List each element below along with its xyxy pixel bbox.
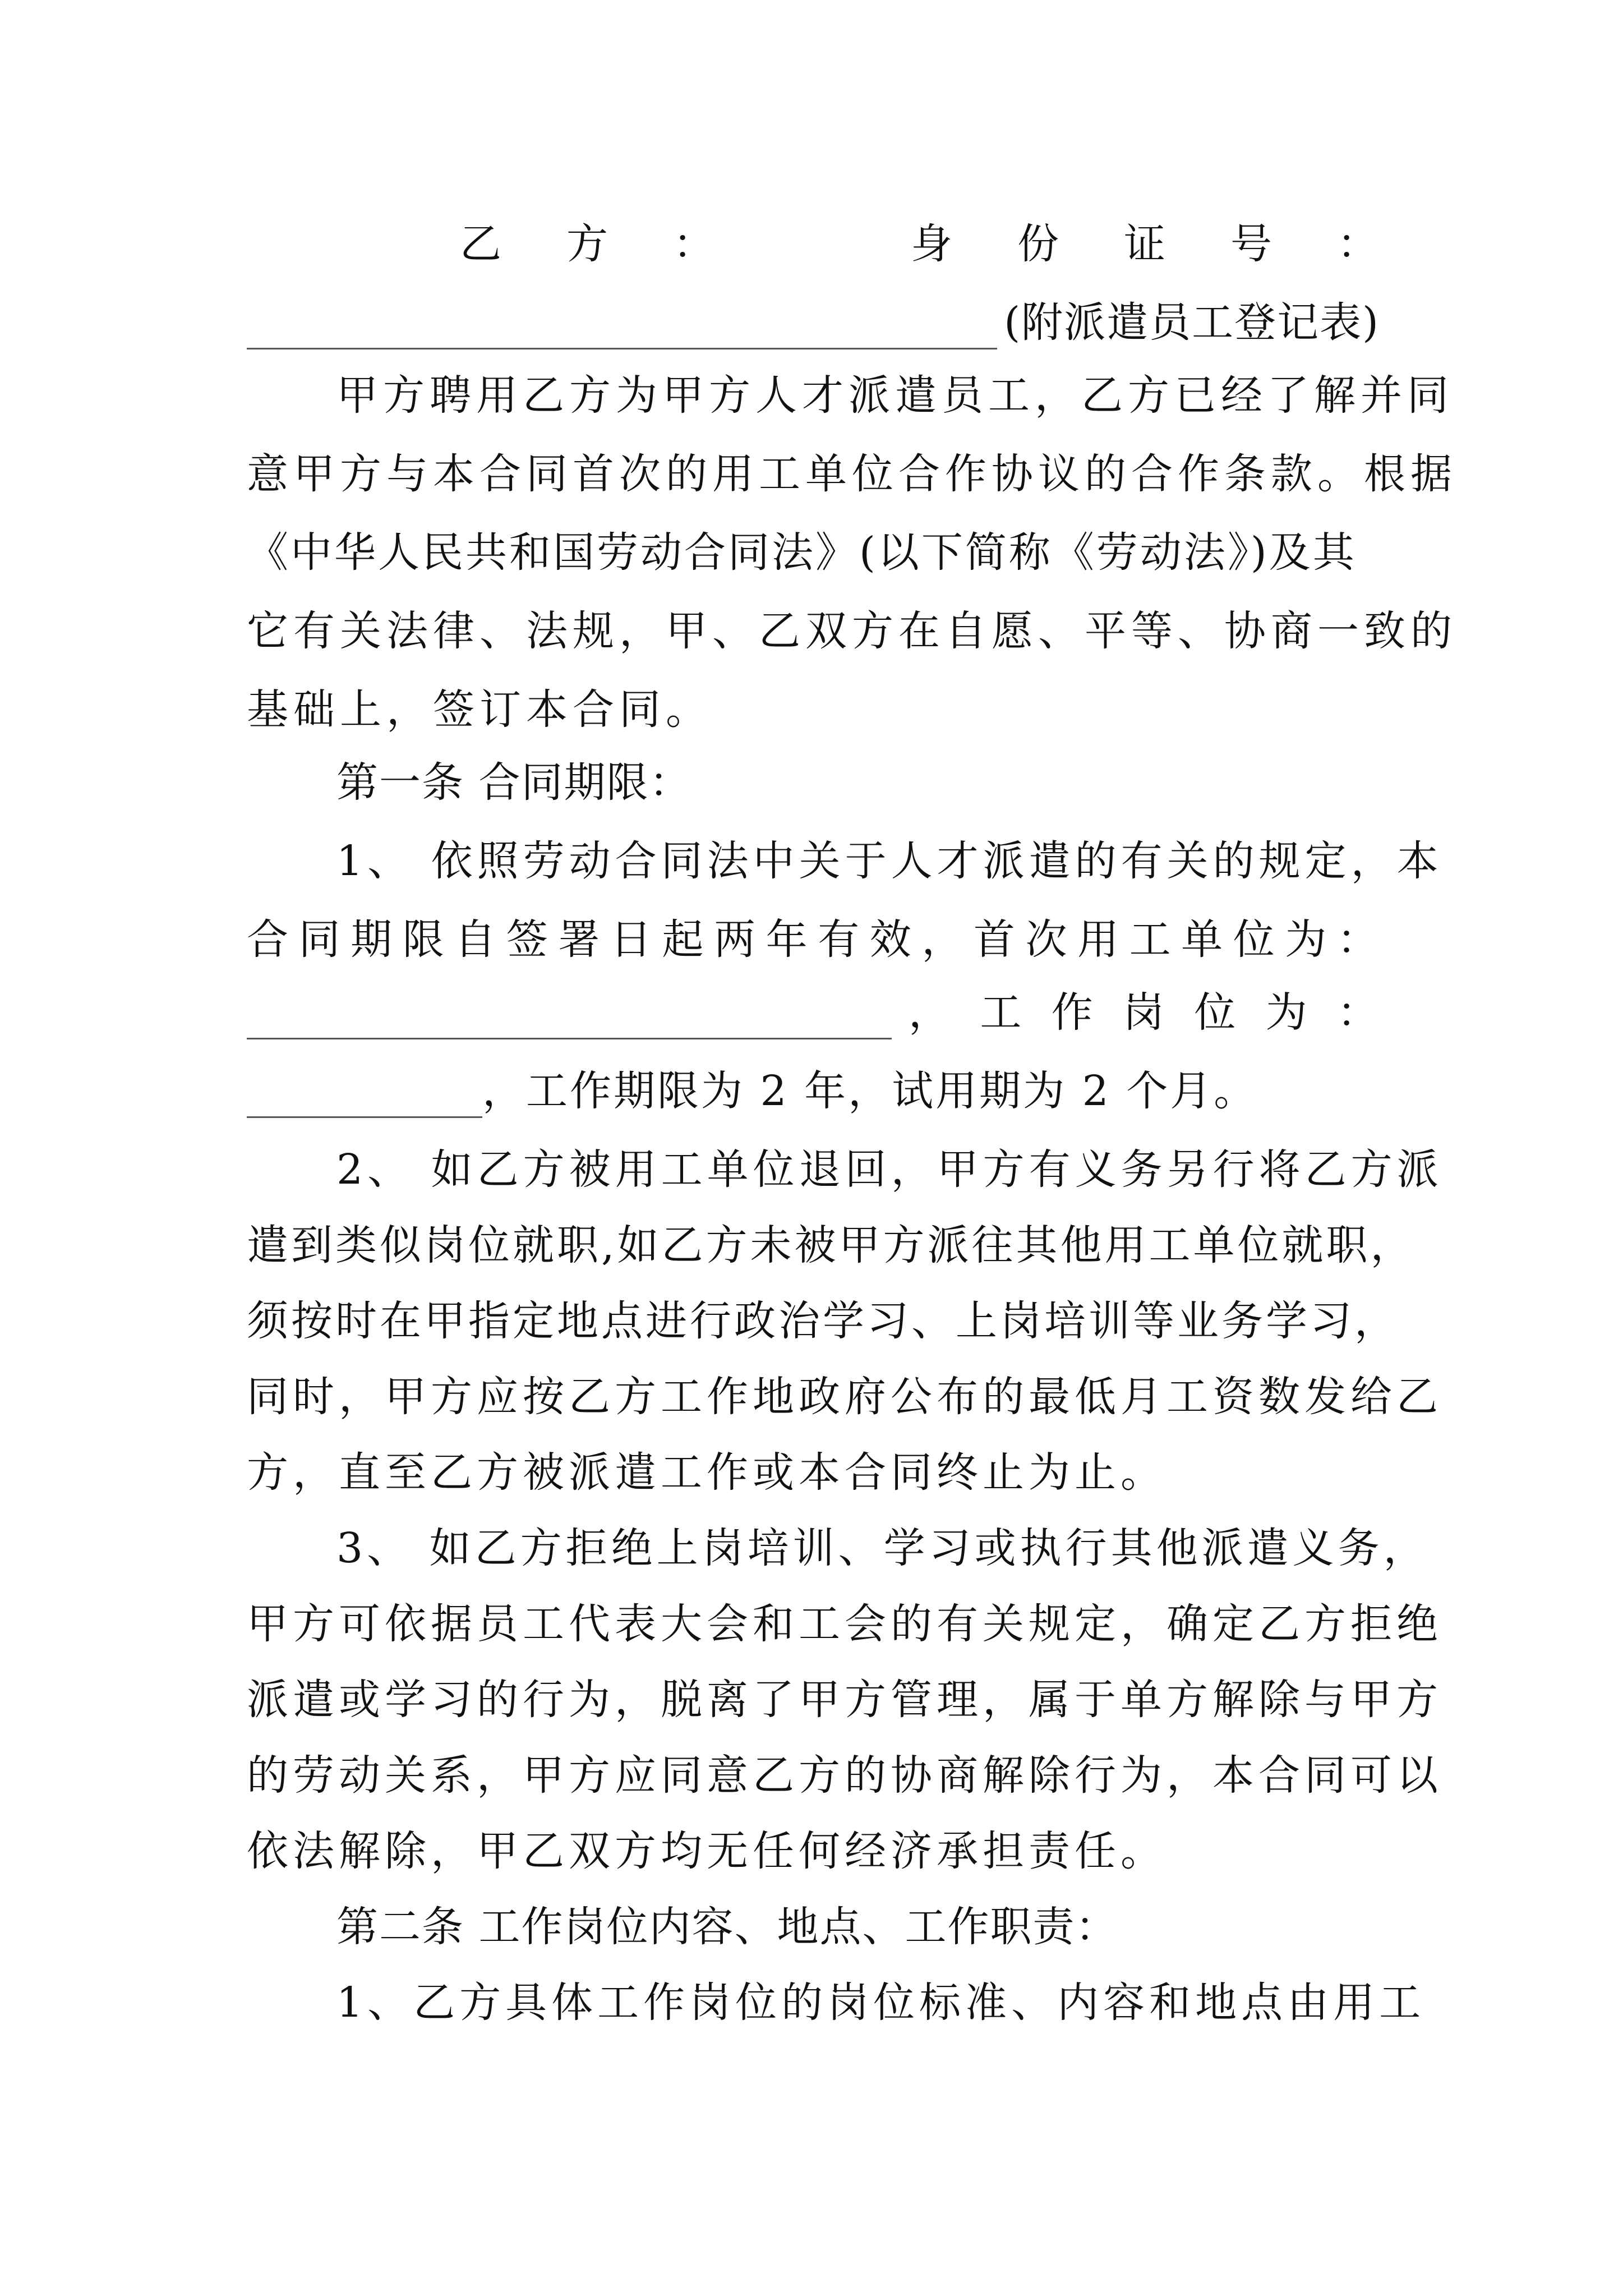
id-char: 身 bbox=[911, 220, 953, 268]
party-b-char: 方 bbox=[566, 220, 609, 268]
article1-item2-line: 须按时在甲指定地点进行政治学习、上岗培训等业务学习， bbox=[247, 1297, 1399, 1345]
article1-item1-line: 合 同 期 限 自 签 署 日 起 两 年 有 效 ， 首 次 用 工 单 位 为 ： bbox=[247, 915, 1380, 964]
article1-item1-line: ，工作期限为 2 年，试用期为 2 个月。 bbox=[247, 1049, 1380, 1133]
article1-title: 第一条 合同期限： bbox=[336, 758, 692, 807]
id-char: ： bbox=[1337, 220, 1380, 268]
intro-line: 它有关法律、法规，甲、乙双方在自愿、平等、协商一致的 bbox=[247, 607, 1457, 655]
id-number-blank bbox=[247, 296, 997, 349]
article1-item3-line: 依法解除，甲乙双方均无任何经济承担责任。 bbox=[247, 1827, 1166, 1875]
article1-item2-line: 遣到类似岗位就职,如乙方未被甲方派往其他用工单位就职， bbox=[247, 1221, 1415, 1269]
intro-line: 甲方聘用乙方为甲方人才派遣员工，乙方已经了解并同 bbox=[336, 371, 1454, 420]
article1-item2-line: 同时，甲方应按乙方工作地政府公布的最低月工资数发给乙 bbox=[247, 1373, 1442, 1421]
position-blank bbox=[247, 1065, 482, 1118]
intro-line: 《中华人民共和国劳动合同法》(以下简称《劳动法》)及其 bbox=[247, 528, 1357, 577]
id-char: 份 bbox=[1017, 220, 1060, 268]
intro-line: 基础上，签订本合同。 bbox=[247, 685, 712, 734]
intro-line: 意甲方与本合同首次的用工单位合作协议的合作条款。根据 bbox=[247, 450, 1457, 498]
article1-item2-line: 2、 如乙方被用工单位退回，甲方有义务另行将乙方派 bbox=[336, 1145, 1443, 1194]
party-b-char: 乙 bbox=[460, 220, 502, 268]
article2-title: 第二条 工作岗位内容、地点、工作职责： bbox=[336, 1903, 1118, 1951]
article1-item3-line: 3、 如乙方拒绝上岗培训、学习或执行其他派遣义务， bbox=[336, 1524, 1429, 1572]
attachment-note: (附派遣员工登记表) bbox=[1004, 298, 1380, 347]
id-char: 号 bbox=[1230, 220, 1273, 268]
attachment-line bbox=[247, 280, 1380, 365]
article1-item3-line: 的劳动关系，甲方应同意乙方的协商解除行为，本合同可以 bbox=[247, 1751, 1442, 1800]
article2-item1-line: 1、乙方具体工作岗位的岗位标准、内容和地点由用工 bbox=[336, 1978, 1426, 2027]
article1-item2-line: 方，直至乙方被派遣工作或本合同终止为止。 bbox=[247, 1448, 1166, 1497]
article1-item3-line: 甲方可依据员工代表大会和工会的有关规定，确定乙方拒绝 bbox=[247, 1600, 1442, 1648]
party-b-char: ： bbox=[673, 220, 716, 268]
article1-item1-line: ， 工 作 岗 位 为 ： bbox=[247, 970, 1380, 1055]
article1-item3-line: 派遣或学习的行为，脱离了甲方管理，属于单方解除与甲方 bbox=[247, 1676, 1442, 1724]
party-b-id-line bbox=[460, 202, 1380, 286]
id-char: 证 bbox=[1124, 220, 1166, 268]
article1-item1-line: 1、 依照劳动合同法中关于人才派遣的有关的规定，本 bbox=[336, 837, 1443, 885]
employer-blank bbox=[247, 986, 892, 1039]
